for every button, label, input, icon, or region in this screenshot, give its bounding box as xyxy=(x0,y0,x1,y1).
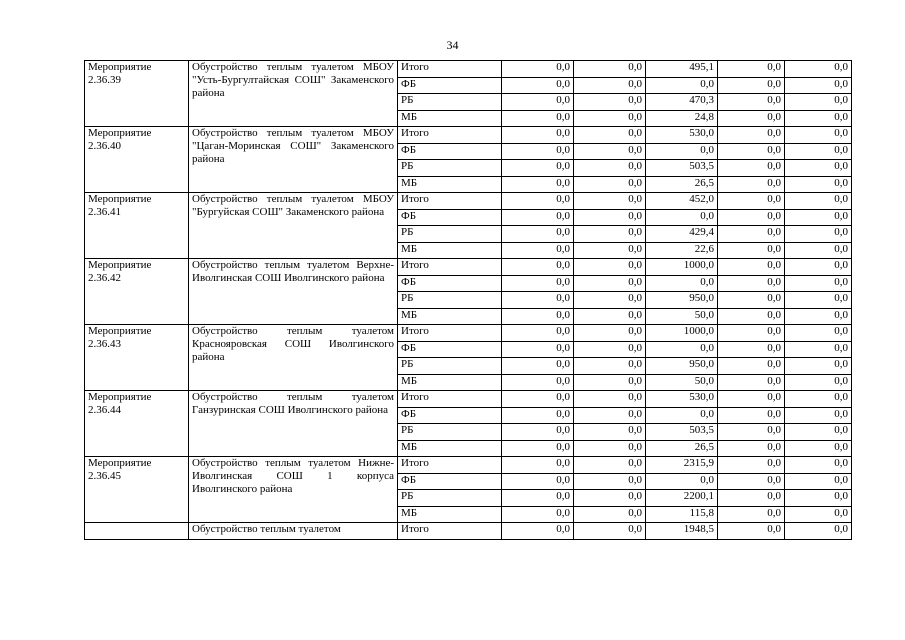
amount-cell: 0,0 xyxy=(502,457,574,474)
amount-cell: 0,0 xyxy=(785,226,852,243)
funding-source: ФБ xyxy=(398,341,502,358)
amount-cell: 0,0 xyxy=(646,275,718,292)
amount-cell: 0,0 xyxy=(574,506,646,523)
amount-cell: 0,0 xyxy=(718,523,785,540)
measure-id: Мероприятие 2.36.44 xyxy=(88,391,152,416)
amount-cell: 0,0 xyxy=(718,308,785,325)
amount-cell: 0,0 xyxy=(502,94,574,111)
amount-cell: 0,0 xyxy=(785,110,852,127)
funding-source: Итого xyxy=(398,391,502,408)
amount-cell: 0,0 xyxy=(502,407,574,424)
amount-cell: 0,0 xyxy=(718,275,785,292)
amount-cell: 0,0 xyxy=(718,506,785,523)
measure-description: Обустройство теплым туалетом Верхне-Иволгинская СОШ Иволгинского района xyxy=(192,259,394,284)
amount-cell: 0,0 xyxy=(718,325,785,342)
amount-cell: 0,0 xyxy=(502,440,574,457)
amount-cell: 0,0 xyxy=(574,259,646,276)
amount-cell: 0,0 xyxy=(574,391,646,408)
amount-cell: 0,0 xyxy=(502,391,574,408)
funding-source: МБ xyxy=(398,176,502,193)
funding-source: МБ xyxy=(398,440,502,457)
amount-cell: 0,0 xyxy=(718,341,785,358)
funding-source: Итого xyxy=(398,259,502,276)
amount-cell: 0,0 xyxy=(646,143,718,160)
amount-cell: 0,0 xyxy=(785,275,852,292)
measure-id-cell xyxy=(85,61,189,127)
amount-cell: 0,0 xyxy=(502,523,574,540)
funding-source: Итого xyxy=(398,61,502,78)
measure-description-cell xyxy=(189,457,398,523)
amount-cell: 1948,5 xyxy=(646,523,718,540)
amount-cell: 0,0 xyxy=(718,473,785,490)
amount-cell: 0,0 xyxy=(574,143,646,160)
amount-cell: 0,0 xyxy=(785,473,852,490)
funding-source: МБ xyxy=(398,110,502,127)
amount-cell: 429,4 xyxy=(646,226,718,243)
funding-source: РБ xyxy=(398,292,502,309)
amount-cell: 26,5 xyxy=(646,440,718,457)
amount-cell: 0,0 xyxy=(574,292,646,309)
measure-description-cell xyxy=(189,325,398,391)
amount-cell: 0,0 xyxy=(574,407,646,424)
amount-cell: 0,0 xyxy=(718,193,785,210)
amount-cell: 0,0 xyxy=(574,94,646,111)
amount-cell: 0,0 xyxy=(785,193,852,210)
amount-cell: 0,0 xyxy=(785,523,852,540)
amount-cell: 0,0 xyxy=(785,424,852,441)
measure-description-cell xyxy=(189,193,398,259)
amount-cell: 0,0 xyxy=(718,259,785,276)
measure-id-cell xyxy=(85,457,189,523)
amount-cell: 950,0 xyxy=(646,292,718,309)
amount-cell: 0,0 xyxy=(574,160,646,177)
amount-cell: 22,6 xyxy=(646,242,718,259)
amount-cell: 530,0 xyxy=(646,127,718,144)
amount-cell: 503,5 xyxy=(646,160,718,177)
funding-source: ФБ xyxy=(398,77,502,94)
amount-cell: 0,0 xyxy=(785,358,852,375)
measure-description-cell xyxy=(189,391,398,457)
amount-cell: 0,0 xyxy=(785,242,852,259)
table-row xyxy=(85,127,852,144)
funding-source: РБ xyxy=(398,160,502,177)
amount-cell: 495,1 xyxy=(646,61,718,78)
amount-cell: 0,0 xyxy=(502,358,574,375)
amount-cell: 0,0 xyxy=(785,127,852,144)
funding-source: МБ xyxy=(398,374,502,391)
amount-cell: 0,0 xyxy=(574,473,646,490)
amount-cell: 0,0 xyxy=(718,160,785,177)
table-row xyxy=(85,457,852,474)
table-row xyxy=(85,259,852,276)
funding-source: ФБ xyxy=(398,143,502,160)
measure-id-cell xyxy=(85,259,189,325)
table-row xyxy=(85,523,852,540)
funding-source: ФБ xyxy=(398,473,502,490)
amount-cell: 0,0 xyxy=(574,193,646,210)
measure-description-cell xyxy=(189,61,398,127)
amount-cell: 0,0 xyxy=(502,242,574,259)
amount-cell: 0,0 xyxy=(785,325,852,342)
amount-cell: 0,0 xyxy=(718,440,785,457)
measure-id: Мероприятие 2.36.42 xyxy=(88,259,152,284)
amount-cell: 0,0 xyxy=(574,110,646,127)
amount-cell: 0,0 xyxy=(785,209,852,226)
measure-id: Мероприятие 2.36.39 xyxy=(88,61,152,86)
amount-cell: 0,0 xyxy=(502,292,574,309)
measure-id: Мероприятие 2.36.45 xyxy=(88,457,152,482)
funding-source: Итого xyxy=(398,457,502,474)
amount-cell: 0,0 xyxy=(785,259,852,276)
amount-cell: 0,0 xyxy=(502,506,574,523)
table-row xyxy=(85,193,852,210)
amount-cell: 0,0 xyxy=(785,457,852,474)
funding-source: РБ xyxy=(398,424,502,441)
amount-cell: 0,0 xyxy=(718,374,785,391)
amount-cell: 0,0 xyxy=(785,490,852,507)
amount-cell: 0,0 xyxy=(785,176,852,193)
measure-id-cell xyxy=(85,391,189,457)
amount-cell: 0,0 xyxy=(718,77,785,94)
amount-cell: 0,0 xyxy=(785,440,852,457)
amount-cell: 0,0 xyxy=(502,61,574,78)
amount-cell: 1000,0 xyxy=(646,325,718,342)
funding-source: Итого xyxy=(398,193,502,210)
amount-cell: 0,0 xyxy=(718,94,785,111)
amount-cell: 24,8 xyxy=(646,110,718,127)
measure-id-cell xyxy=(85,523,189,540)
amount-cell: 0,0 xyxy=(574,176,646,193)
measure-description: Обустройство теплым туалетом МБОУ "Усть-Бургултайская СОШ" Закаменского района xyxy=(192,61,394,99)
funding-source: РБ xyxy=(398,358,502,375)
measure-description-cell xyxy=(189,127,398,193)
measure-description: Обустройство теплым туалетом Нижне-Иволгинская СОШ 1 корпуса Иволгинского района xyxy=(192,457,394,495)
page-number: 34 xyxy=(446,38,459,52)
amount-cell: 0,0 xyxy=(502,473,574,490)
amount-cell: 950,0 xyxy=(646,358,718,375)
measure-id: Мероприятие 2.36.40 xyxy=(88,127,152,152)
funding-source: РБ xyxy=(398,94,502,111)
amount-cell: 0,0 xyxy=(785,61,852,78)
amount-cell: 26,5 xyxy=(646,176,718,193)
amount-cell: 0,0 xyxy=(502,325,574,342)
amount-cell: 0,0 xyxy=(502,110,574,127)
amount-cell: 0,0 xyxy=(718,226,785,243)
funding-source: МБ xyxy=(398,308,502,325)
amount-cell: 452,0 xyxy=(646,193,718,210)
amount-cell: 0,0 xyxy=(502,77,574,94)
measure-id: Мероприятие 2.36.41 xyxy=(88,193,152,218)
amount-cell: 0,0 xyxy=(646,77,718,94)
measure-id-cell xyxy=(85,193,189,259)
amount-cell: 0,0 xyxy=(574,61,646,78)
measure-description-cell xyxy=(189,259,398,325)
amount-cell: 115,8 xyxy=(646,506,718,523)
funding-source: Итого xyxy=(398,523,502,540)
amount-cell: 0,0 xyxy=(574,127,646,144)
measure-description: Обустройство теплым туалетом Краснояровская СОШ Иволгинского района xyxy=(192,325,394,363)
amount-cell: 0,0 xyxy=(574,490,646,507)
funding-source: ФБ xyxy=(398,275,502,292)
amount-cell: 0,0 xyxy=(502,490,574,507)
measure-description-cell xyxy=(189,523,398,540)
amount-cell: 0,0 xyxy=(502,424,574,441)
measure-description: Обустройство теплым туалетом МБОУ "Цаган-Моринская СОШ" Закаменского района xyxy=(192,127,394,165)
amount-cell: 0,0 xyxy=(502,374,574,391)
amount-cell: 0,0 xyxy=(574,374,646,391)
amount-cell: 0,0 xyxy=(502,275,574,292)
measure-description: Обустройство теплым туалетом Ганзуринская СОШ Иволгинского района xyxy=(192,391,394,416)
measure-description: Обустройство теплым туалетом xyxy=(192,523,341,535)
measure-id: Мероприятие 2.36.43 xyxy=(88,325,152,350)
amount-cell: 0,0 xyxy=(718,457,785,474)
amount-cell: 0,0 xyxy=(502,308,574,325)
amount-cell: 0,0 xyxy=(785,407,852,424)
amount-cell: 530,0 xyxy=(646,391,718,408)
amount-cell: 0,0 xyxy=(502,127,574,144)
amount-cell: 0,0 xyxy=(574,440,646,457)
amount-cell: 0,0 xyxy=(574,275,646,292)
funding-source: ФБ xyxy=(398,407,502,424)
amount-cell: 0,0 xyxy=(785,94,852,111)
amount-cell: 0,0 xyxy=(646,473,718,490)
amount-cell: 0,0 xyxy=(718,490,785,507)
amount-cell: 0,0 xyxy=(718,358,785,375)
amount-cell: 0,0 xyxy=(785,143,852,160)
amount-cell: 0,0 xyxy=(502,226,574,243)
funding-source: МБ xyxy=(398,506,502,523)
budget-table xyxy=(84,60,852,540)
amount-cell: 0,0 xyxy=(718,391,785,408)
amount-cell: 503,5 xyxy=(646,424,718,441)
funding-source: МБ xyxy=(398,242,502,259)
amount-cell: 0,0 xyxy=(646,407,718,424)
amount-cell: 0,0 xyxy=(574,457,646,474)
amount-cell: 0,0 xyxy=(574,209,646,226)
amount-cell: 0,0 xyxy=(502,341,574,358)
amount-cell: 0,0 xyxy=(718,292,785,309)
amount-cell: 0,0 xyxy=(785,308,852,325)
amount-cell: 0,0 xyxy=(718,242,785,259)
amount-cell: 2315,9 xyxy=(646,457,718,474)
amount-cell: 0,0 xyxy=(646,341,718,358)
amount-cell: 0,0 xyxy=(718,143,785,160)
amount-cell: 0,0 xyxy=(718,127,785,144)
funding-source: РБ xyxy=(398,226,502,243)
table-row xyxy=(85,391,852,408)
amount-cell: 0,0 xyxy=(502,143,574,160)
amount-cell: 0,0 xyxy=(785,292,852,309)
amount-cell: 0,0 xyxy=(574,325,646,342)
amount-cell: 0,0 xyxy=(574,358,646,375)
amount-cell: 50,0 xyxy=(646,374,718,391)
amount-cell: 2200,1 xyxy=(646,490,718,507)
amount-cell: 0,0 xyxy=(502,209,574,226)
amount-cell: 0,0 xyxy=(574,77,646,94)
amount-cell: 0,0 xyxy=(718,61,785,78)
amount-cell: 0,0 xyxy=(785,160,852,177)
amount-cell: 0,0 xyxy=(718,110,785,127)
amount-cell: 50,0 xyxy=(646,308,718,325)
funding-source: ФБ xyxy=(398,209,502,226)
amount-cell: 0,0 xyxy=(718,424,785,441)
amount-cell: 0,0 xyxy=(574,341,646,358)
measure-id-cell xyxy=(85,127,189,193)
amount-cell: 0,0 xyxy=(785,506,852,523)
amount-cell: 0,0 xyxy=(785,374,852,391)
amount-cell: 0,0 xyxy=(574,523,646,540)
funding-source: Итого xyxy=(398,325,502,342)
funding-source: Итого xyxy=(398,127,502,144)
amount-cell: 0,0 xyxy=(785,391,852,408)
amount-cell: 0,0 xyxy=(574,308,646,325)
amount-cell: 0,0 xyxy=(502,193,574,210)
amount-cell: 0,0 xyxy=(574,242,646,259)
amount-cell: 0,0 xyxy=(574,226,646,243)
amount-cell: 0,0 xyxy=(718,176,785,193)
amount-cell: 0,0 xyxy=(785,77,852,94)
amount-cell: 0,0 xyxy=(502,160,574,177)
funding-source: РБ xyxy=(398,490,502,507)
amount-cell: 0,0 xyxy=(718,407,785,424)
amount-cell: 0,0 xyxy=(574,424,646,441)
amount-cell: 0,0 xyxy=(502,259,574,276)
amount-cell: 1000,0 xyxy=(646,259,718,276)
amount-cell: 0,0 xyxy=(502,176,574,193)
amount-cell: 0,0 xyxy=(718,209,785,226)
table-row xyxy=(85,325,852,342)
measure-id-cell xyxy=(85,325,189,391)
amount-cell: 470,3 xyxy=(646,94,718,111)
amount-cell: 0,0 xyxy=(785,341,852,358)
table-row xyxy=(85,61,852,78)
amount-cell: 0,0 xyxy=(646,209,718,226)
measure-description: Обустройство теплым туалетом МБОУ "Бургуйская СОШ" Закаменского района xyxy=(192,193,394,218)
